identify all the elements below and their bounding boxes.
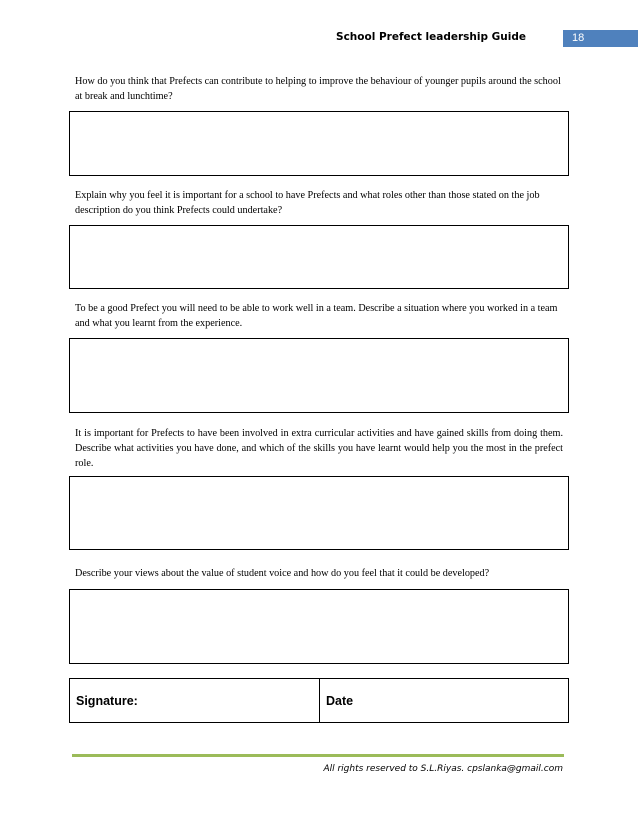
answer-box-2[interactable] xyxy=(69,225,569,289)
answer-box-1[interactable] xyxy=(69,111,569,176)
header-title: School Prefect leadership Guide xyxy=(336,31,526,43)
date-label: Date xyxy=(326,693,354,708)
question-1: How do you think that Prefects can contribute to helping to improve the behaviour of younger pupils around the school at break and lunchtime? xyxy=(75,76,561,102)
signature-label: Signature: xyxy=(76,693,138,708)
date-field[interactable] xyxy=(320,679,568,722)
page-number: 18 xyxy=(563,30,638,46)
signature-table xyxy=(69,678,569,723)
footer-rule xyxy=(72,754,564,757)
answer-box-4[interactable] xyxy=(69,476,569,550)
question-2: Explain why you feel it is important for a school to have Prefects and what roles other than those stated on the job description do you think Prefects could undertake? xyxy=(75,190,540,216)
answer-box-5[interactable] xyxy=(69,589,569,664)
question-4: It is important for Prefects to have been involved in extra curricular activities and have gained skills from doing them. Describe what activities you have done, and which of the skills you have learnt would help you the most in the prefect role. xyxy=(75,428,563,469)
question-5: Describe your views about the value of student voice and how do you feel that it could be developed? xyxy=(75,568,490,579)
footer-copyright: All rights reserved to S.L.Riyas. cpslanka@gmail.com xyxy=(323,764,563,774)
answer-box-3[interactable] xyxy=(69,338,569,413)
signature-field[interactable] xyxy=(70,679,320,722)
question-3: To be a good Prefect you will need to be able to work well in a team. Describe a situation where you worked in a team and what you learnt from the experience. xyxy=(75,303,558,329)
header-rule xyxy=(563,46,638,47)
